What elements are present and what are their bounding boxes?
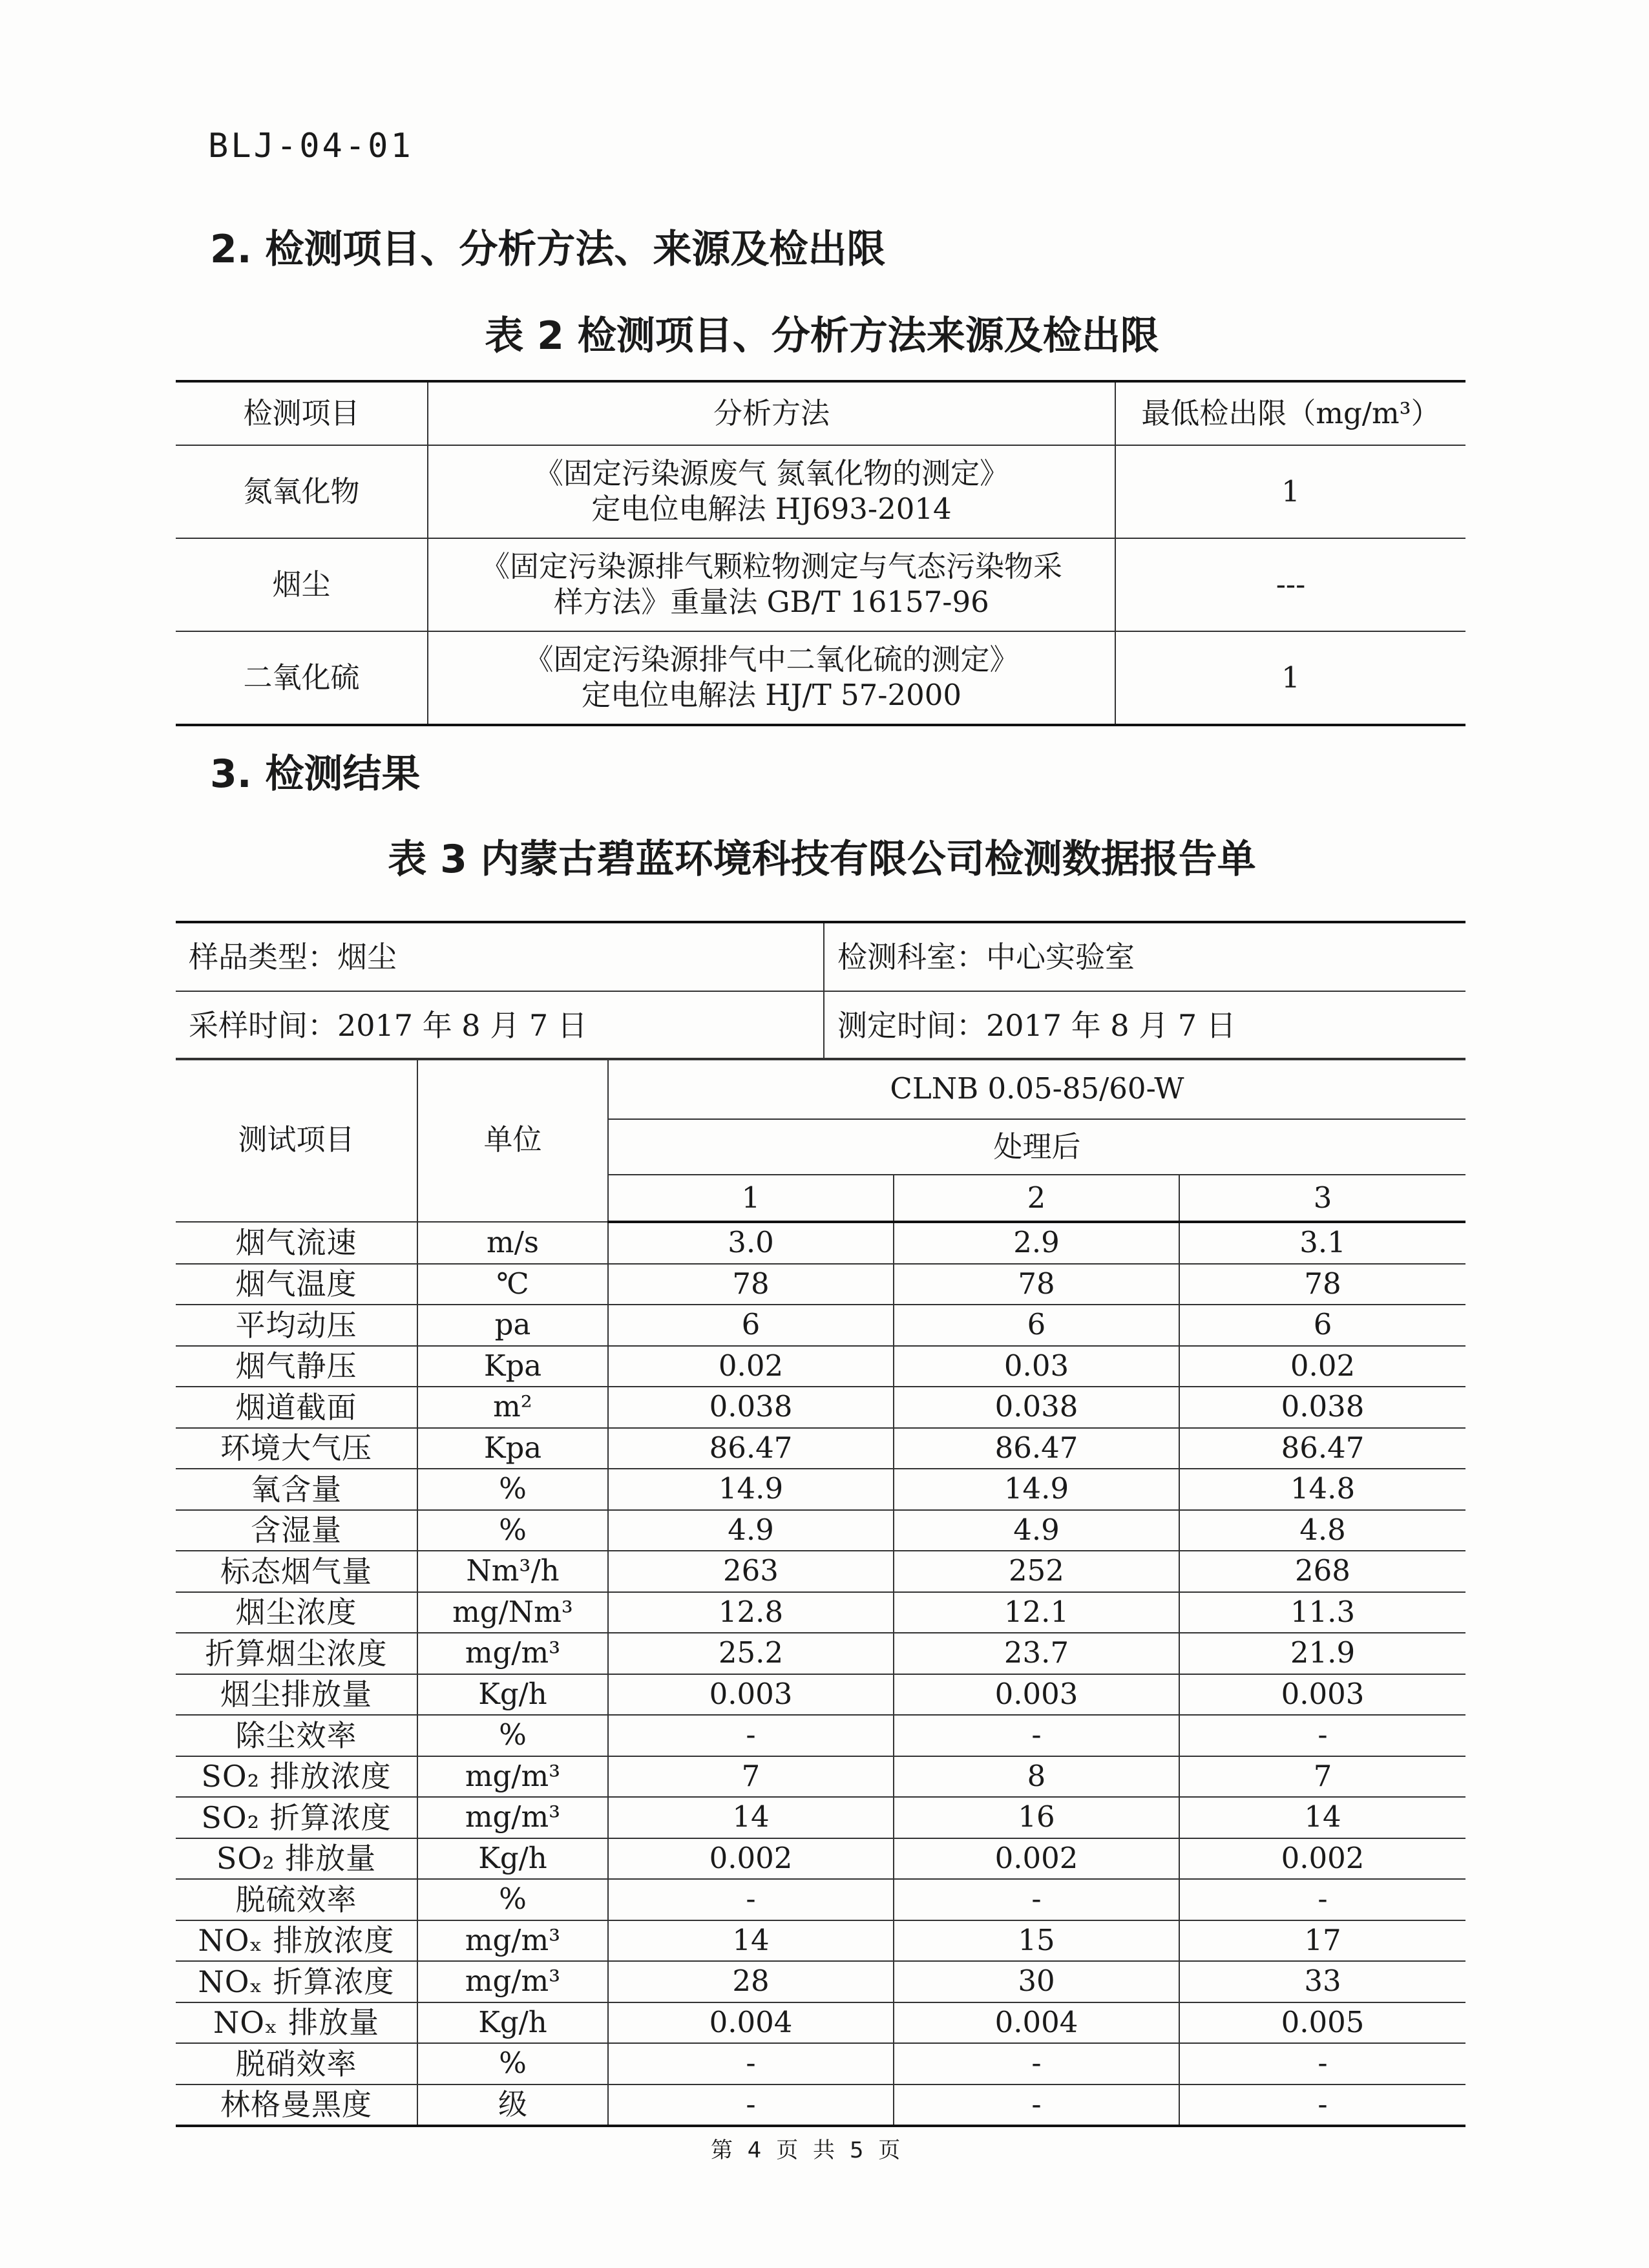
- value-cell: 0.02: [608, 1346, 894, 1387]
- row-item: 烟尘: [176, 538, 428, 631]
- value-cell: -: [608, 2084, 894, 2126]
- table-row: [176, 1592, 1465, 1633]
- value-cell: 4.9: [608, 1510, 894, 1551]
- value-cell: 3.1: [1179, 1222, 1465, 1264]
- unit-cell: mg/m³: [417, 1633, 608, 1674]
- row-limit: 1: [1115, 631, 1465, 725]
- unit-cell: Kpa: [417, 1346, 608, 1387]
- item-cell: NOₓ 排放量: [176, 2002, 417, 2044]
- item-cell: 烟气温度: [176, 1264, 417, 1305]
- row-method: [428, 538, 1115, 631]
- unit-cell: mg/Nm³: [417, 1592, 608, 1633]
- value-cell: -: [894, 1715, 1179, 1756]
- sampling-time: 采样时间：2017 年 8 月 7 日: [176, 991, 824, 1060]
- value-cell: 2.9: [894, 1222, 1179, 1264]
- value-cell: 12.1: [894, 1592, 1179, 1633]
- item-cell: SO₂ 折算浓度: [176, 1797, 417, 1838]
- report-info-table: [176, 921, 1465, 1060]
- value-cell: 6: [1179, 1305, 1465, 1346]
- item-cell: 烟气流速: [176, 1222, 417, 1264]
- row-limit: ---: [1115, 538, 1465, 631]
- row-item: 二氧化硫: [176, 631, 428, 725]
- header-model: CLNB 0.05-85/60-W: [608, 1058, 1465, 1119]
- table-row: [176, 1428, 1465, 1469]
- row-limit: 1: [1115, 445, 1465, 538]
- page-footer: 第 4 页 共 5 页: [711, 2137, 905, 2163]
- item-cell: 脱硫效率: [176, 1879, 417, 1920]
- value-cell: 8: [894, 1756, 1179, 1798]
- header-test-item: 测试项目: [176, 1058, 417, 1222]
- detection-methods-table: [176, 380, 1465, 726]
- unit-cell: %: [417, 1715, 608, 1756]
- value-cell: 11.3: [1179, 1592, 1465, 1633]
- item-cell: NOₓ 折算浓度: [176, 1961, 417, 2002]
- item-cell: 氧含量: [176, 1469, 417, 1510]
- table-row: [176, 2043, 1465, 2084]
- table-header-row: [176, 1058, 1465, 1119]
- header-limit: 最低检出限（mg/m³）: [1115, 381, 1465, 445]
- table-row: [176, 445, 1465, 538]
- item-cell: 林格曼黑度: [176, 2084, 417, 2126]
- value-cell: -: [1179, 1715, 1465, 1756]
- item-cell: 标态烟气量: [176, 1551, 417, 1592]
- header-unit: 单位: [417, 1058, 608, 1222]
- table-row: [176, 1387, 1465, 1428]
- item-cell: 折算烟尘浓度: [176, 1633, 417, 1674]
- value-cell: 0.004: [894, 2002, 1179, 2044]
- info-row: [176, 991, 1465, 1060]
- table-row: [176, 1551, 1465, 1592]
- value-cell: 0.005: [1179, 2002, 1465, 2044]
- method-line: 《固定污染源排气中二氧化硫的测定》: [524, 642, 1019, 677]
- table-row: [176, 1346, 1465, 1387]
- item-cell: 环境大气压: [176, 1428, 417, 1469]
- table-row: [176, 1838, 1465, 1880]
- value-cell: 15: [894, 1920, 1179, 1962]
- table-row: [176, 1797, 1465, 1838]
- value-cell: 6: [894, 1305, 1179, 1346]
- header-run: 1: [608, 1175, 894, 1222]
- test-results-table: [176, 1058, 1465, 2127]
- value-cell: 25.2: [608, 1633, 894, 1674]
- sample-type: 样品类型：烟尘: [176, 922, 824, 991]
- method-line: 定电位电解法 HJ/T 57-2000: [581, 678, 962, 712]
- unit-cell: Kg/h: [417, 1838, 608, 1880]
- info-row: [176, 922, 1465, 991]
- item-cell: 烟道截面: [176, 1387, 417, 1428]
- unit-cell: %: [417, 1469, 608, 1510]
- value-cell: -: [894, 2043, 1179, 2084]
- method-line: 样方法》重量法 GB/T 16157-96: [554, 585, 989, 619]
- unit-cell: m²: [417, 1387, 608, 1428]
- value-cell: 78: [1179, 1264, 1465, 1305]
- section-2-heading: 2. 检测项目、分析方法、来源及检出限: [210, 227, 886, 272]
- value-cell: 78: [608, 1264, 894, 1305]
- value-cell: 23.7: [894, 1633, 1179, 1674]
- table-row: [176, 1715, 1465, 1756]
- unit-cell: 级: [417, 2084, 608, 2126]
- value-cell: 14.8: [1179, 1469, 1465, 1510]
- table-row: [176, 1305, 1465, 1346]
- value-cell: 252: [894, 1551, 1179, 1592]
- value-cell: 12.8: [608, 1592, 894, 1633]
- table-3-caption: 表 3 内蒙古碧蓝环境科技有限公司检测数据报告单: [388, 837, 1256, 882]
- results-body: [176, 1222, 1465, 2126]
- table-2-caption: 表 2 检测项目、分析方法来源及检出限: [485, 313, 1159, 359]
- table-row: [176, 1264, 1465, 1305]
- value-cell: 33: [1179, 1961, 1465, 2002]
- lab: 检测科室：中心实验室: [824, 922, 1465, 991]
- value-cell: 30: [894, 1961, 1179, 2002]
- table-row: [176, 2084, 1465, 2126]
- unit-cell: mg/m³: [417, 1961, 608, 2002]
- value-cell: 14.9: [608, 1469, 894, 1510]
- item-cell: 含湿量: [176, 1510, 417, 1551]
- value-cell: 14: [1179, 1797, 1465, 1838]
- value-cell: 86.47: [608, 1428, 894, 1469]
- value-cell: 6: [608, 1305, 894, 1346]
- unit-cell: Kpa: [417, 1428, 608, 1469]
- value-cell: 0.003: [1179, 1674, 1465, 1716]
- value-cell: 21.9: [1179, 1633, 1465, 1674]
- value-cell: 0.002: [894, 1838, 1179, 1880]
- unit-cell: %: [417, 1879, 608, 1920]
- value-cell: 0.003: [894, 1674, 1179, 1716]
- header-method: 分析方法: [428, 381, 1115, 445]
- test-time: 测定时间：2017 年 8 月 7 日: [824, 991, 1465, 1060]
- value-cell: 16: [894, 1797, 1179, 1838]
- method-line: 定电位电解法 HJ693-2014: [591, 492, 952, 526]
- table-row: [176, 1879, 1465, 1920]
- header-stage: 处理后: [608, 1119, 1465, 1175]
- unit-cell: %: [417, 2043, 608, 2084]
- row-method: [428, 631, 1115, 725]
- item-cell: 烟尘浓度: [176, 1592, 417, 1633]
- value-cell: -: [894, 2084, 1179, 2126]
- value-cell: 28: [608, 1961, 894, 2002]
- method-line: 《固定污染源废气 氮氧化物的测定》: [534, 456, 1009, 491]
- unit-cell: mg/m³: [417, 1756, 608, 1798]
- value-cell: 78: [894, 1264, 1179, 1305]
- item-cell: SO₂ 排放浓度: [176, 1756, 417, 1798]
- item-cell: 脱硝效率: [176, 2043, 417, 2084]
- row-method: [428, 445, 1115, 538]
- header-run: 3: [1179, 1175, 1465, 1222]
- item-cell: NOₓ 排放浓度: [176, 1920, 417, 1962]
- value-cell: -: [1179, 1879, 1465, 1920]
- table-row: [176, 1222, 1465, 1264]
- table-row: [176, 1961, 1465, 2002]
- value-cell: -: [894, 1879, 1179, 1920]
- value-cell: 268: [1179, 1551, 1465, 1592]
- unit-cell: Kg/h: [417, 2002, 608, 2044]
- unit-cell: Kg/h: [417, 1674, 608, 1716]
- unit-cell: mg/m³: [417, 1920, 608, 1962]
- value-cell: 14: [608, 1797, 894, 1838]
- value-cell: -: [1179, 2043, 1465, 2084]
- value-cell: 86.47: [894, 1428, 1179, 1469]
- value-cell: 0.038: [1179, 1387, 1465, 1428]
- table-row: [176, 1756, 1465, 1798]
- value-cell: 14: [608, 1920, 894, 1962]
- value-cell: 7: [608, 1756, 894, 1798]
- item-cell: 除尘效率: [176, 1715, 417, 1756]
- value-cell: 0.038: [608, 1387, 894, 1428]
- value-cell: -: [608, 1715, 894, 1756]
- value-cell: 4.9: [894, 1510, 1179, 1551]
- value-cell: 0.002: [1179, 1838, 1465, 1880]
- value-cell: 3.0: [608, 1222, 894, 1264]
- value-cell: 263: [608, 1551, 894, 1592]
- header-item: 检测项目: [176, 381, 428, 445]
- table-row: [176, 1920, 1465, 1962]
- value-cell: 0.004: [608, 2002, 894, 2044]
- table-row: [176, 538, 1465, 631]
- value-cell: -: [1179, 2084, 1465, 2126]
- table-row: [176, 1469, 1465, 1510]
- table-row: [176, 2002, 1465, 2044]
- value-cell: 0.02: [1179, 1346, 1465, 1387]
- document-code: BLJ-04-01: [208, 127, 414, 165]
- value-cell: 0.002: [608, 1838, 894, 1880]
- table-header-row: [176, 381, 1465, 445]
- unit-cell: mg/m³: [417, 1797, 608, 1838]
- method-line: 《固定污染源排气颗粒物测定与气态污染物采: [480, 549, 1062, 584]
- item-cell: 烟尘排放量: [176, 1674, 417, 1716]
- unit-cell: m/s: [417, 1222, 608, 1264]
- value-cell: 14.9: [894, 1469, 1179, 1510]
- row-item: 氮氧化物: [176, 445, 428, 538]
- section-3-heading: 3. 检测结果: [210, 751, 421, 797]
- unit-cell: %: [417, 1510, 608, 1551]
- table-row: [176, 1633, 1465, 1674]
- table-row: [176, 1674, 1465, 1716]
- value-cell: 0.03: [894, 1346, 1179, 1387]
- value-cell: 17: [1179, 1920, 1465, 1962]
- item-cell: SO₂ 排放量: [176, 1838, 417, 1880]
- value-cell: 0.003: [608, 1674, 894, 1716]
- item-cell: 烟气静压: [176, 1346, 417, 1387]
- item-cell: 平均动压: [176, 1305, 417, 1346]
- value-cell: -: [608, 1879, 894, 1920]
- value-cell: 0.038: [894, 1387, 1179, 1428]
- value-cell: 4.8: [1179, 1510, 1465, 1551]
- table-row: [176, 631, 1465, 725]
- value-cell: -: [608, 2043, 894, 2084]
- value-cell: 7: [1179, 1756, 1465, 1798]
- table-row: [176, 1510, 1465, 1551]
- unit-cell: Nm³/h: [417, 1551, 608, 1592]
- unit-cell: ℃: [417, 1264, 608, 1305]
- header-run: 2: [894, 1175, 1179, 1222]
- value-cell: 86.47: [1179, 1428, 1465, 1469]
- unit-cell: pa: [417, 1305, 608, 1346]
